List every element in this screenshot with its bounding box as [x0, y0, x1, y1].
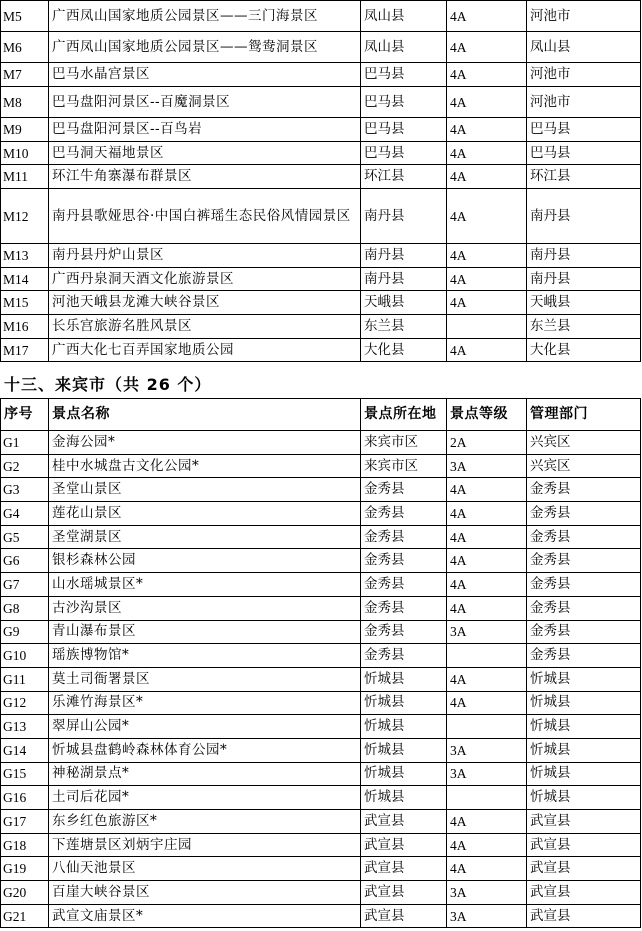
cell-code: G4 — [1, 502, 49, 526]
table-row — [1, 833, 641, 857]
cell-manager: 兴宾区 — [527, 454, 641, 478]
cell-code: G12 — [1, 691, 49, 715]
cell-grade: 4A — [447, 142, 527, 165]
cell-grade: 4A — [447, 573, 527, 597]
cell-code: G16 — [1, 786, 49, 810]
cell-name: 莫土司衙署景区 — [49, 667, 361, 691]
cell-code: G10 — [1, 644, 49, 668]
cell-name: 乐滩竹海景区* — [49, 691, 361, 715]
cell-location: 巴马县 — [361, 118, 447, 142]
cell-manager: 兴宾区 — [527, 431, 641, 455]
cell-location: 忻城县 — [361, 762, 447, 786]
cell-code: G18 — [1, 833, 49, 857]
hechi-scenic-table — [0, 0, 641, 362]
table-row — [1, 667, 641, 691]
cell-location: 南丹县 — [361, 244, 447, 268]
cell-grade: 4A — [447, 810, 527, 834]
cell-manager: 武宣县 — [527, 904, 641, 928]
table-row — [1, 189, 641, 244]
cell-code: G14 — [1, 738, 49, 762]
cell-grade: 3A — [447, 904, 527, 928]
table-row — [1, 32, 641, 63]
cell-code: M10 — [1, 142, 49, 165]
cell-grade: 3A — [447, 881, 527, 905]
cell-name: 广西凤山国家地质公园景区——三门海景区 — [49, 1, 361, 32]
cell-name: 古沙沟景区 — [49, 596, 361, 620]
cell-location: 忻城县 — [361, 715, 447, 739]
cell-name: 莲花山景区 — [49, 502, 361, 526]
cell-location: 凤山县 — [361, 1, 447, 32]
cell-code: M13 — [1, 244, 49, 268]
cell-code: G11 — [1, 667, 49, 691]
cell-code: M8 — [1, 87, 49, 118]
cell-grade: 4A — [447, 244, 527, 268]
cell-location: 巴马县 — [361, 87, 447, 118]
cell-code: G2 — [1, 454, 49, 478]
cell-code: G17 — [1, 810, 49, 834]
cell-location: 天峨县 — [361, 291, 447, 315]
table-row — [1, 502, 641, 526]
cell-name: 南丹县丹炉山景区 — [49, 244, 361, 268]
cell-manager: 金秀县 — [527, 573, 641, 597]
cell-manager: 忻城县 — [527, 667, 641, 691]
cell-manager: 东兰县 — [527, 315, 641, 339]
header-location: 景点所在地 — [361, 399, 447, 431]
cell-location: 金秀县 — [361, 644, 447, 668]
cell-grade: 4A — [447, 691, 527, 715]
table-row — [1, 268, 641, 291]
cell-location: 忻城县 — [361, 738, 447, 762]
cell-manager: 南丹县 — [527, 189, 641, 244]
cell-name: 银杉森林公园 — [49, 549, 361, 573]
cell-location: 忻城县 — [361, 786, 447, 810]
cell-grade: 4A — [447, 339, 527, 362]
cell-location: 南丹县 — [361, 189, 447, 244]
table-row — [1, 454, 641, 478]
cell-grade: 4A — [447, 667, 527, 691]
cell-manager: 武宣县 — [527, 810, 641, 834]
cell-name: 巴马盘阳河景区--百魔洞景区 — [49, 87, 361, 118]
cell-location: 武宣县 — [361, 881, 447, 905]
cell-grade: 4A — [447, 857, 527, 881]
cell-manager: 金秀县 — [527, 549, 641, 573]
cell-manager: 忻城县 — [527, 762, 641, 786]
cell-grade: 4A — [447, 268, 527, 291]
cell-code: G20 — [1, 881, 49, 905]
cell-location: 忻城县 — [361, 667, 447, 691]
cell-code: G1 — [1, 431, 49, 455]
cell-location: 南丹县 — [361, 268, 447, 291]
table-row — [1, 644, 641, 668]
table-row — [1, 525, 641, 549]
cell-manager: 巴马县 — [527, 142, 641, 165]
table-row — [1, 142, 641, 165]
table-row — [1, 315, 641, 339]
cell-name: 山水瑶城景区* — [49, 573, 361, 597]
table-row — [1, 431, 641, 455]
cell-name: 巴马水晶宫景区 — [49, 63, 361, 87]
cell-grade: 4A — [447, 63, 527, 87]
table-row — [1, 549, 641, 573]
cell-location: 武宣县 — [361, 833, 447, 857]
table-row — [1, 596, 641, 620]
cell-grade: 4A — [447, 1, 527, 32]
cell-name: 桂中水城盘古文化公园* — [49, 454, 361, 478]
laibin-scenic-table — [0, 398, 641, 928]
cell-manager: 忻城县 — [527, 715, 641, 739]
cell-code: M7 — [1, 63, 49, 87]
cell-location: 武宣县 — [361, 810, 447, 834]
cell-code: M11 — [1, 165, 49, 189]
table-row — [1, 165, 641, 189]
header-manager: 管理部门 — [527, 399, 641, 431]
cell-location: 金秀县 — [361, 620, 447, 644]
cell-manager: 南丹县 — [527, 268, 641, 291]
cell-name: 广西大化七百弄国家地质公园 — [49, 339, 361, 362]
cell-manager: 河池市 — [527, 1, 641, 32]
cell-name: 忻城县盘鹤岭森林体育公园* — [49, 738, 361, 762]
cell-location: 金秀县 — [361, 549, 447, 573]
cell-name: 圣堂湖景区 — [49, 525, 361, 549]
cell-name: 广西丹泉洞天酒文化旅游景区 — [49, 268, 361, 291]
table-row — [1, 118, 641, 142]
cell-code: M15 — [1, 291, 49, 315]
cell-code: M12 — [1, 189, 49, 244]
cell-name: 瑶族博物馆* — [49, 644, 361, 668]
cell-code: G5 — [1, 525, 49, 549]
cell-name: 东乡红色旅游区* — [49, 810, 361, 834]
cell-grade: 4A — [447, 291, 527, 315]
cell-code: G6 — [1, 549, 49, 573]
cell-name: 河池天峨县龙滩大峡谷景区 — [49, 291, 361, 315]
header-grade: 景点等级 — [447, 399, 527, 431]
cell-location: 金秀县 — [361, 573, 447, 597]
table-row — [1, 63, 641, 87]
cell-grade: 4A — [447, 189, 527, 244]
cell-code: M6 — [1, 32, 49, 63]
table-row — [1, 738, 641, 762]
cell-code: M16 — [1, 315, 49, 339]
cell-code: G8 — [1, 596, 49, 620]
cell-location: 大化县 — [361, 339, 447, 362]
cell-name: 八仙天池景区 — [49, 857, 361, 881]
cell-grade: 4A — [447, 549, 527, 573]
cell-manager: 金秀县 — [527, 596, 641, 620]
cell-name: 土司后花园* — [49, 786, 361, 810]
cell-manager: 河池市 — [527, 87, 641, 118]
cell-code: G21 — [1, 904, 49, 928]
cell-grade — [447, 644, 527, 668]
cell-name: 神秘湖景点* — [49, 762, 361, 786]
table-row — [1, 87, 641, 118]
cell-code: G3 — [1, 478, 49, 502]
cell-grade: 3A — [447, 762, 527, 786]
table-row — [1, 573, 641, 597]
cell-location: 金秀县 — [361, 478, 447, 502]
cell-grade — [447, 715, 527, 739]
cell-location: 环江县 — [361, 165, 447, 189]
cell-manager: 巴马县 — [527, 118, 641, 142]
cell-grade: 3A — [447, 454, 527, 478]
header-name: 景点名称 — [49, 399, 361, 431]
cell-manager: 武宣县 — [527, 833, 641, 857]
table-row — [1, 478, 641, 502]
cell-location: 凤山县 — [361, 32, 447, 63]
cell-name: 金海公园* — [49, 431, 361, 455]
cell-location: 武宣县 — [361, 904, 447, 928]
table-row — [1, 786, 641, 810]
cell-manager: 河池市 — [527, 63, 641, 87]
cell-manager: 天峨县 — [527, 291, 641, 315]
cell-name: 圣堂山景区 — [49, 478, 361, 502]
cell-manager: 金秀县 — [527, 478, 641, 502]
table-row — [1, 715, 641, 739]
table-row — [1, 762, 641, 786]
cell-grade: 4A — [447, 525, 527, 549]
table-row — [1, 691, 641, 715]
cell-grade: 4A — [447, 596, 527, 620]
cell-manager: 金秀县 — [527, 644, 641, 668]
cell-code: M14 — [1, 268, 49, 291]
cell-code: M9 — [1, 118, 49, 142]
cell-code: M17 — [1, 339, 49, 362]
table-row — [1, 291, 641, 315]
table-row — [1, 904, 641, 928]
cell-code: G19 — [1, 857, 49, 881]
table-row — [1, 810, 641, 834]
cell-location: 巴马县 — [361, 63, 447, 87]
cell-code: G15 — [1, 762, 49, 786]
cell-manager: 武宣县 — [527, 857, 641, 881]
table-row — [1, 244, 641, 268]
cell-grade — [447, 786, 527, 810]
cell-location: 忻城县 — [361, 691, 447, 715]
cell-name: 长乐宫旅游名胜风景区 — [49, 315, 361, 339]
cell-manager: 南丹县 — [527, 244, 641, 268]
cell-name: 广西凤山国家地质公园景区——鸳鸯洞景区 — [49, 32, 361, 63]
cell-code: G7 — [1, 573, 49, 597]
header-code: 序号 — [1, 399, 49, 431]
cell-name: 巴马盘阳河景区--百鸟岩 — [49, 118, 361, 142]
table-row — [1, 620, 641, 644]
cell-code: G13 — [1, 715, 49, 739]
cell-grade: 4A — [447, 478, 527, 502]
cell-grade: 3A — [447, 620, 527, 644]
table-row — [1, 857, 641, 881]
table-row — [1, 1, 641, 32]
cell-manager: 忻城县 — [527, 691, 641, 715]
cell-location: 东兰县 — [361, 315, 447, 339]
cell-location: 来宾市区 — [361, 454, 447, 478]
cell-name: 巴马洞天福地景区 — [49, 142, 361, 165]
cell-manager: 凤山县 — [527, 32, 641, 63]
cell-location: 来宾市区 — [361, 431, 447, 455]
cell-grade: 4A — [447, 32, 527, 63]
cell-manager: 忻城县 — [527, 738, 641, 762]
cell-name: 武宣文庙景区* — [49, 904, 361, 928]
cell-name: 南丹县歌娅思谷·中国白裤瑶生态民俗风情园景区 — [49, 189, 361, 244]
cell-manager: 武宣县 — [527, 881, 641, 905]
cell-name: 下莲塘景区刘炳宇庄园 — [49, 833, 361, 857]
cell-grade: 4A — [447, 833, 527, 857]
cell-name: 环江牛角寨瀑布群景区 — [49, 165, 361, 189]
cell-name: 百崖大峡谷景区 — [49, 881, 361, 905]
cell-location: 巴马县 — [361, 142, 447, 165]
cell-manager: 金秀县 — [527, 620, 641, 644]
cell-code: G9 — [1, 620, 49, 644]
cell-grade: 4A — [447, 87, 527, 118]
cell-location: 武宣县 — [361, 857, 447, 881]
cell-manager: 环江县 — [527, 165, 641, 189]
cell-grade: 2A — [447, 431, 527, 455]
table-row — [1, 339, 641, 362]
cell-location: 金秀县 — [361, 525, 447, 549]
cell-manager: 忻城县 — [527, 786, 641, 810]
cell-name: 青山瀑布景区 — [49, 620, 361, 644]
cell-location: 金秀县 — [361, 596, 447, 620]
cell-grade: 4A — [447, 502, 527, 526]
cell-grade: 4A — [447, 118, 527, 142]
table-row — [1, 881, 641, 905]
cell-grade: 3A — [447, 738, 527, 762]
cell-location: 金秀县 — [361, 502, 447, 526]
cell-manager: 金秀县 — [527, 502, 641, 526]
table-header-row — [1, 399, 641, 431]
cell-manager: 金秀县 — [527, 525, 641, 549]
cell-manager: 大化县 — [527, 339, 641, 362]
cell-code: M5 — [1, 1, 49, 32]
cell-grade — [447, 315, 527, 339]
cell-name: 翠屏山公园* — [49, 715, 361, 739]
cell-grade: 4A — [447, 165, 527, 189]
section-title-laibin: 十三、来宾市（共 26 个） — [4, 375, 212, 394]
